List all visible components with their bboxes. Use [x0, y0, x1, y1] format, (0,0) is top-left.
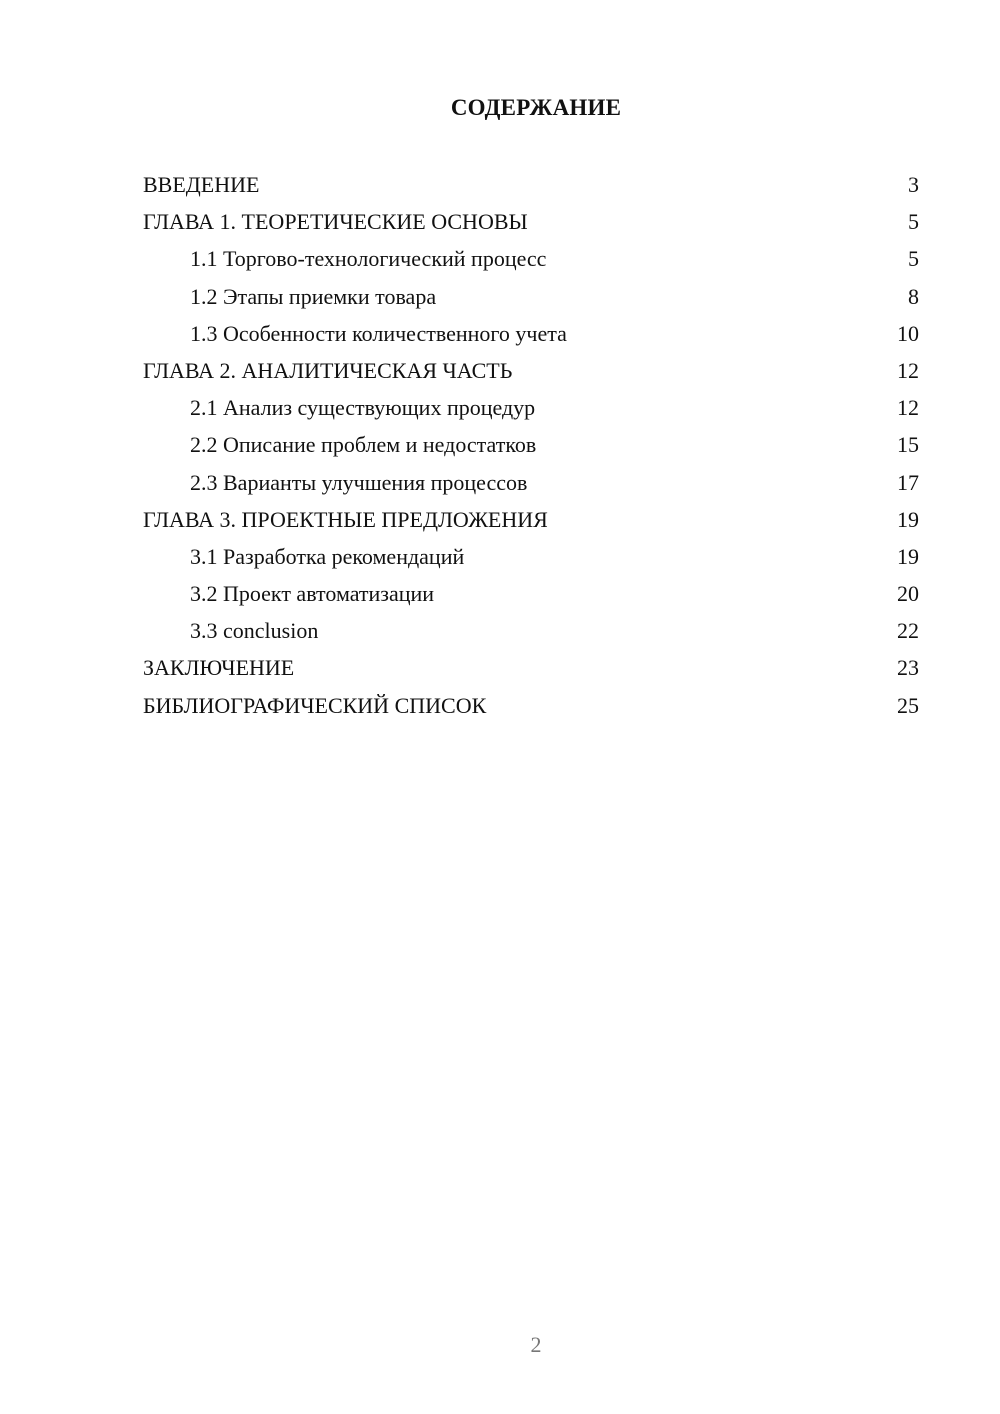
toc-item-label: 1.3 Особенности количественного учета	[190, 320, 567, 346]
toc-item-label: 1.2 Этапы приемки товара	[190, 283, 437, 309]
toc-item-label: ГЛАВА 2. АНАЛИТИЧЕСКАЯ ЧАСТЬ	[143, 357, 513, 383]
toc-item-page: 3	[908, 172, 919, 197]
toc-item[interactable]	[143, 538, 919, 575]
toc-item-page: 8	[908, 283, 919, 309]
toc-item-page: 12	[897, 357, 919, 383]
toc-item-label: ЗАКЛЮЧЕНИЕ	[143, 655, 295, 681]
toc-item[interactable]	[143, 426, 919, 463]
page-number: 2	[530, 1332, 542, 1357]
toc-item-label: ВВЕДЕНИЕ	[143, 172, 260, 197]
page-title: СОДЕРЖАНИЕ	[450, 95, 622, 120]
toc-item-page: 10	[897, 320, 919, 346]
table-of-contents	[143, 166, 919, 724]
toc-item-label: 1.1 Торгово-технологический процесс	[190, 246, 547, 272]
toc-item[interactable]	[143, 687, 919, 724]
toc-item-page: 12	[897, 395, 919, 421]
toc-item[interactable]	[143, 352, 919, 389]
toc-item-page: 19	[897, 543, 919, 569]
toc-item[interactable]	[143, 389, 919, 426]
toc-item-page: 5	[908, 209, 919, 235]
toc-item-label: ГЛАВА 1. ТЕОРЕТИЧЕСКИЕ ОСНОВЫ	[143, 209, 528, 235]
toc-item[interactable]	[143, 240, 919, 277]
toc-item-page: 17	[897, 469, 919, 495]
toc-item-label: ГЛАВА 3. ПРОЕКТНЫЕ ПРЕДЛОЖЕНИЯ	[143, 506, 548, 532]
toc-item[interactable]	[143, 315, 919, 352]
toc-item-label: БИБЛИОГРАФИЧЕСКИЙ СПИСОК	[143, 692, 487, 718]
toc-item[interactable]	[143, 464, 919, 501]
toc-item[interactable]	[143, 203, 919, 240]
toc-item-page: 23	[897, 655, 919, 681]
toc-item-label: 2.1 Анализ существующих процедур	[190, 395, 536, 421]
toc-item-label: 3.3 conclusion	[190, 618, 319, 644]
toc-item-page: 22	[897, 618, 919, 644]
toc-item[interactable]	[143, 166, 919, 203]
toc-item[interactable]	[143, 575, 919, 612]
toc-item-page: 5	[908, 246, 919, 272]
toc-item[interactable]	[143, 649, 919, 686]
toc-item-label: 2.3 Варианты улучшения процессов	[190, 469, 528, 495]
toc-item-page: 15	[897, 432, 919, 458]
toc-item-page: 19	[897, 506, 919, 532]
toc-item-page: 25	[897, 692, 919, 718]
toc-item[interactable]	[143, 278, 919, 315]
toc-item-label: 3.1 Разработка рекомендаций	[190, 543, 465, 569]
toc-item[interactable]	[143, 501, 919, 538]
toc-item-page: 20	[897, 581, 919, 607]
toc-item-label: 2.2 Описание проблем и недостатков	[190, 432, 537, 458]
toc-item[interactable]	[143, 612, 919, 649]
toc-item-label: 3.2 Проект автоматизации	[190, 581, 435, 607]
